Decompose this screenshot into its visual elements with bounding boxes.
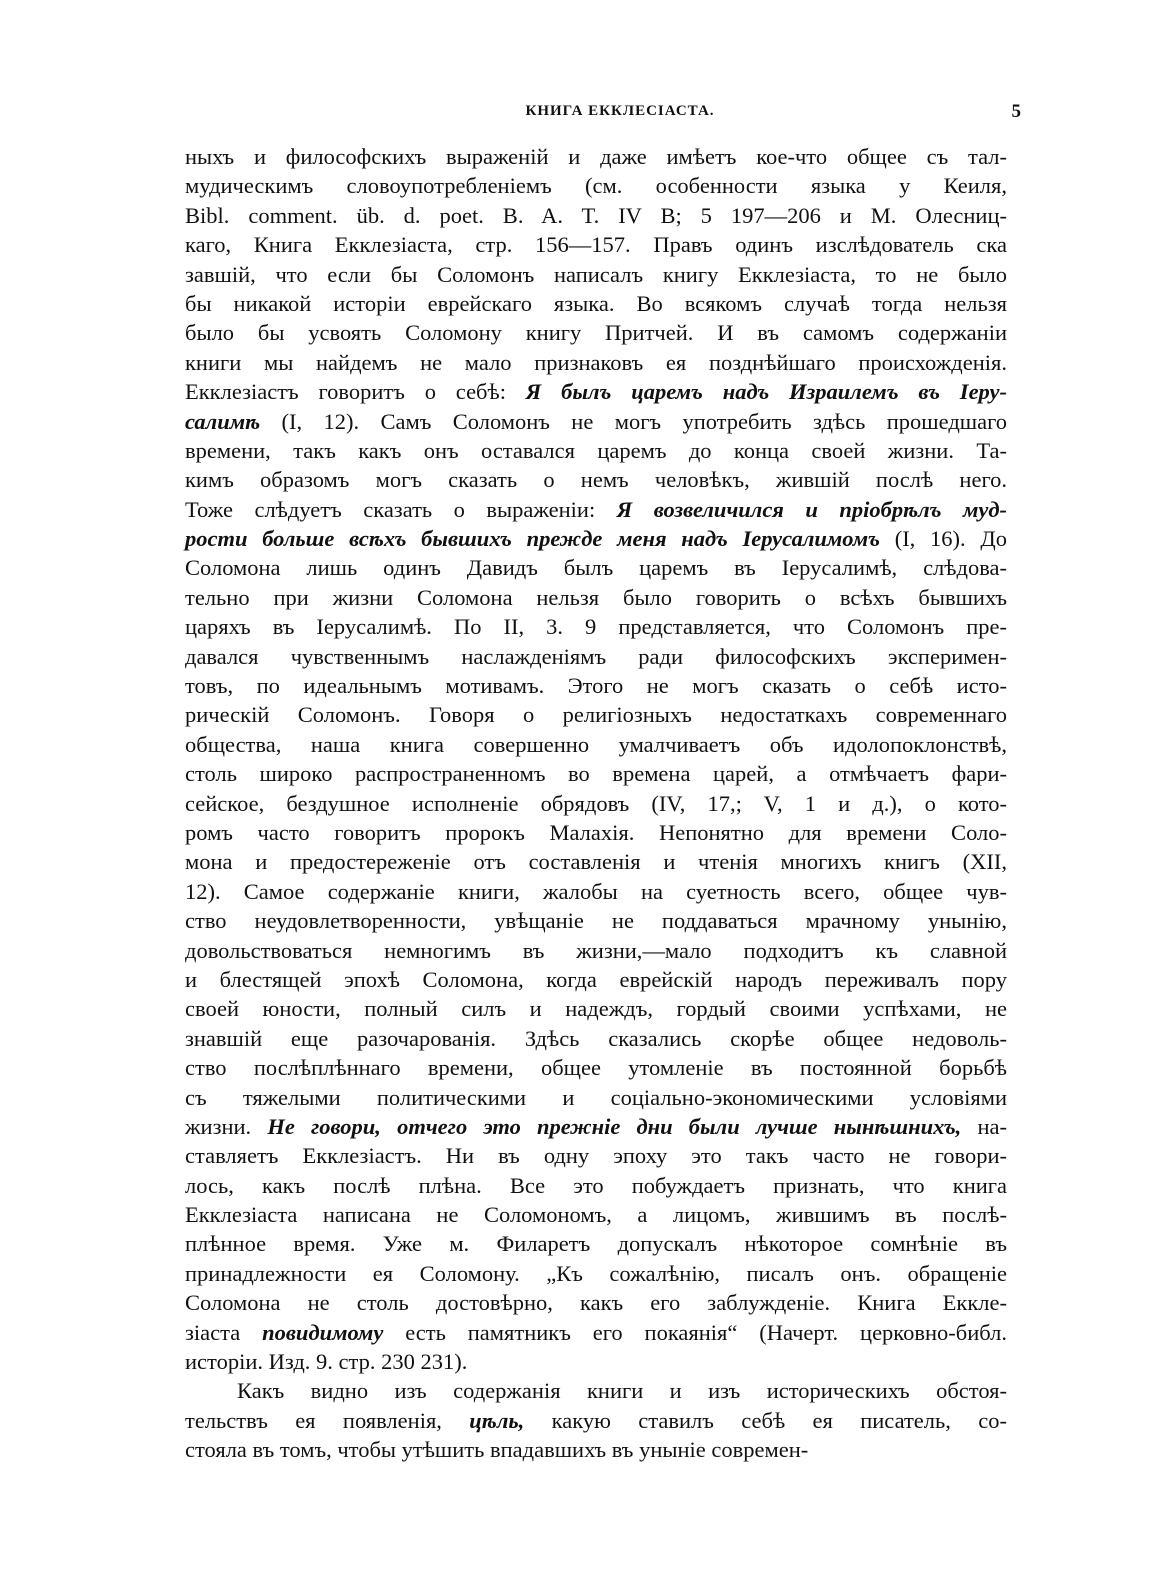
text-span: Екклезіаста написана не Соломономъ, а лицомъ, жившимъ въ послѣ- [185, 1202, 1007, 1228]
text-line [185, 1024, 1007, 1053]
text-line [185, 1112, 1007, 1141]
page-number: 5 [1011, 101, 1021, 122]
text-span: какую ставилъ себѣ ея писатель, со- [524, 1407, 1008, 1433]
text-span: Какъ видно изъ содержанія книги и изъ историческихъ обстоя- [237, 1378, 1007, 1404]
text-span: ство послѣплѣннаго времени, общее утомленіе въ постоянной борьбѣ [185, 1055, 1007, 1081]
text-line [185, 994, 1007, 1023]
text-span: общества, наша книга совершенно умалчиваетъ объ идолопоклонствѣ, [185, 731, 1007, 757]
running-title: КНИГА ЕККЛЕСІАСТА. [525, 103, 715, 119]
text-span: на- [961, 1113, 1007, 1139]
text-span: своей юности, полный силъ и надеждъ, гордый своими успѣхами, не [185, 996, 1007, 1022]
text-span: принадлежности ея Соломону. „Къ сожалѣнію, писалъ онъ. обращеніе [185, 1260, 1007, 1286]
text-span: знавшій еще разочарованія. Здѣсь сказались скорѣе общее недоволь- [185, 1025, 1007, 1051]
italic-text-span: Я возвеличился и пріобрѣлъ муд- [616, 496, 1008, 522]
text-line [185, 171, 1007, 200]
text-line [185, 583, 1007, 612]
text-span: Bibl. comment. üb. d. poet. B. A. T. IV B; 5 197—206 и М. Олесниц- [185, 202, 1007, 228]
text-line [185, 818, 1007, 847]
text-span: есть памятникъ его покаянія“ (Начерт. церковно-библ. [383, 1319, 1007, 1345]
text-span: лось, какъ послѣ плѣна. Все это побуждаетъ признать, что книга [185, 1172, 1007, 1198]
text-span: тельствъ ея появленія, [185, 1407, 470, 1433]
text-line [185, 906, 1007, 935]
text-span: товъ, по идеальнымъ мотивамъ. Этого не могъ сказать о себѣ исто- [185, 673, 1007, 699]
text-line [185, 1053, 1007, 1082]
text-span: (I, 16). До [879, 526, 1007, 552]
text-line [185, 700, 1007, 729]
text-line [185, 936, 1007, 965]
text-span: ство неудовлетворенности, увѣщаніе не поддаваться мрачному унынію, [185, 908, 1007, 934]
text-span: мона и предостереженіе отъ составленія и чтенія многихъ книгъ (XII, [185, 849, 1007, 875]
text-line [185, 1171, 1007, 1200]
text-span: ставляетъ Екклезіастъ. Ни въ одну эпоху это такъ часто не говори- [185, 1143, 1007, 1169]
text-span: ромъ часто говоритъ пророкъ Малахія. Непонятно для времени Соло- [185, 819, 1007, 845]
text-line [185, 1406, 1007, 1435]
text-line [185, 671, 1007, 700]
text-line [185, 1347, 1007, 1376]
text-span: зіаста [185, 1319, 263, 1345]
text-span: Соломона не столь достовѣрно, какъ его заблужденіе. Книга Еккле- [185, 1290, 1007, 1316]
text-line [185, 877, 1007, 906]
text-line [185, 1318, 1007, 1347]
text-line [185, 436, 1007, 465]
text-span: Соломона лишь одинъ Давидъ былъ царемъ въ Іерусалимѣ, слѣдова- [185, 555, 1007, 581]
text-line [185, 965, 1007, 994]
text-line [185, 377, 1007, 406]
text-span: и блестящей эпохѣ Соломона, когда еврейскій народъ переживалъ пору [185, 966, 1007, 992]
text-line [185, 524, 1007, 553]
text-span: царяхъ въ Іерусалимѣ. По II, 3. 9 представляется, что Соломонъ пре- [185, 614, 1007, 640]
text-span: (I, 12). Самъ Соломонъ не могъ употребить здѣсь прошедшаго [260, 408, 1007, 434]
text-span: рическій Соломонъ. Говоря о религіозныхъ недостаткахъ современнаго [185, 702, 1007, 728]
text-span: сейское, бездушное исполненіе обрядовъ (IV, 17,; V, 1 и д.), о кото- [185, 790, 1007, 816]
text-span: жизни. [185, 1113, 268, 1139]
text-line [185, 730, 1007, 759]
text-line [185, 789, 1007, 818]
text-span: давался чувственнымъ наслажденіямъ ради философскихъ эксперимен- [185, 643, 1007, 669]
text-line [185, 1288, 1007, 1317]
text-span: книги мы найдемъ не мало признаковъ ея позднѣйшаго происхожденія. [185, 349, 1007, 375]
text-span: завшій, что если бы Соломонъ написалъ книгу Екклезіаста, то не было [185, 261, 1007, 287]
text-line [185, 1259, 1007, 1288]
text-span: довольствоваться немногимъ въ жизни,—мало подходитъ къ славной [185, 937, 1007, 963]
text-span: 12). Самое содержаніе книги, жалобы на суетность всего, общее чув- [185, 878, 1007, 904]
text-line [185, 1229, 1007, 1258]
italic-text-span: Не говори, отчего это прежніе дни были лучше нынѣшнихъ, [267, 1113, 962, 1139]
text-line [185, 348, 1007, 377]
text-line [185, 612, 1007, 641]
text-span: исторіи. Изд. 9. стр. 230 231). [185, 1349, 468, 1375]
text-line [185, 1376, 1007, 1405]
text-line [185, 553, 1007, 582]
text-span: плѣнное время. Уже м. Филаретъ допускалъ нѣкоторое сомнѣніе въ [185, 1231, 1007, 1257]
italic-text-span: цѣль, [469, 1407, 525, 1433]
text-line [185, 289, 1007, 318]
body-text [185, 142, 1007, 1465]
text-line [185, 142, 1007, 171]
text-line [185, 1200, 1007, 1229]
text-span: ныхъ и философскихъ выраженій и даже имѣетъ кое-что общее съ тал- [185, 144, 1007, 169]
text-line [185, 847, 1007, 876]
text-span: мудическимъ словоупотребленіемъ (см. особенности языка у Кеиля, [185, 173, 1007, 199]
text-span: стояла въ томъ, чтобы утѣшить впадавшихъ въ уныніе современ- [185, 1437, 809, 1463]
text-span: тельно при жизни Соломона нельзя было говорить о всѣхъ бывшихъ [185, 584, 1007, 610]
running-header [185, 103, 1021, 127]
text-line [185, 260, 1007, 289]
text-span: каго, Книга Екклезіаста, стр. 156—157. Правъ одинъ изслѣдователь ска [185, 232, 1007, 258]
text-line [185, 1141, 1007, 1170]
text-line [185, 318, 1007, 347]
text-span: бы никакой исторіи еврейскаго языка. Во всякомъ случаѣ тогда нельзя [185, 290, 1007, 316]
text-line [185, 759, 1007, 788]
text-line [185, 642, 1007, 671]
text-span: Екклезіастъ говоритъ о себѣ: [185, 379, 526, 405]
text-span: времени, такъ какъ онъ оставался царемъ до конца своей жизни. Та- [185, 437, 1007, 463]
italic-text-span: рости больше всѣхъ бывшихъ прежде меня надъ Іерусалимомъ [185, 526, 880, 552]
text-span: съ тяжелыми политическими и соціально-экономическими условіями [185, 1084, 1007, 1110]
text-line [185, 230, 1007, 259]
text-line [185, 495, 1007, 524]
text-span: Тоже слѣдуетъ сказать о выраженіи: [185, 496, 617, 522]
text-span: было бы усвоять Соломону книгу Притчей. И въ самомъ содержаніи [185, 320, 1007, 346]
text-span: кимъ образомъ могъ сказать о немъ человѣкъ, жившій послѣ него. [185, 467, 1007, 493]
text-line [185, 201, 1007, 230]
italic-text-span: повидимому [262, 1319, 384, 1345]
text-line [185, 407, 1007, 436]
italic-text-span: Я былъ царемъ надъ Израилемъ въ Іеру- [525, 379, 1007, 405]
text-line [185, 465, 1007, 494]
italic-text-span: салимѣ [185, 408, 261, 434]
text-span: столь широко распространенномъ во времена царей, а отмѣчаетъ фари- [185, 761, 1007, 787]
text-line [185, 1083, 1007, 1112]
text-line [185, 1435, 1007, 1464]
